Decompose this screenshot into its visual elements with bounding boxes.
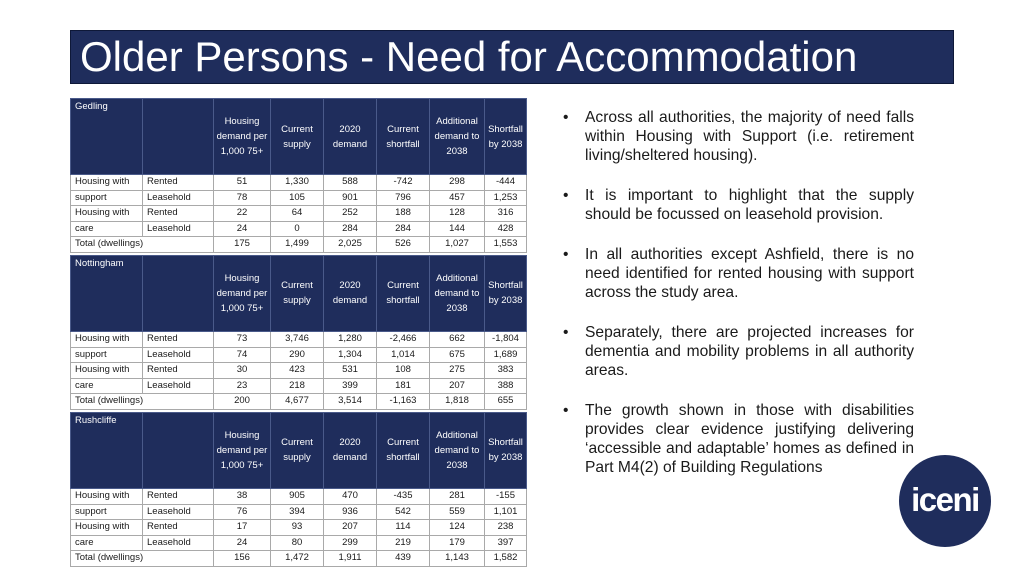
cell-supply: 218 <box>271 378 324 394</box>
bullet-item <box>562 245 914 302</box>
cell-shortfall-2038: -1,804 <box>485 331 527 347</box>
total-shortfall-2038: 655 <box>485 394 527 410</box>
total-demand-2020: 2,025 <box>324 237 377 253</box>
blank-header-cell <box>143 255 214 331</box>
tenure-label: Leasehold <box>143 221 214 237</box>
bullet-icon: • <box>563 324 569 341</box>
bullet-item <box>562 401 914 477</box>
cell-shortfall: 1,014 <box>377 347 430 363</box>
header-shortfall-2038: Shortfall by 2038 <box>485 412 527 488</box>
category-label: Housing with <box>71 206 143 222</box>
cell-shortfall: 542 <box>377 504 430 520</box>
cell-additional: 275 <box>430 363 485 379</box>
header-shortfall: Current shortfall <box>377 99 430 175</box>
total-supply: 1,499 <box>271 237 324 253</box>
tenure-label: Leasehold <box>143 504 214 520</box>
cell-shortfall: 108 <box>377 363 430 379</box>
cell-density: 30 <box>214 363 271 379</box>
header-additional: Additional demand to 2038 <box>430 412 485 488</box>
cell-additional: 281 <box>430 488 485 504</box>
area-name: Rushcliffe <box>71 412 143 488</box>
category-label: Housing with <box>71 520 143 536</box>
bullet-icon: • <box>563 187 569 204</box>
tables-panel <box>70 98 526 569</box>
total-label: Total (dwellings) <box>71 551 214 567</box>
cell-shortfall-2038: -444 <box>485 175 527 191</box>
iceni-logo <box>899 455 991 547</box>
category-label: support <box>71 190 143 206</box>
tenure-label: Rented <box>143 206 214 222</box>
header-supply: Current supply <box>271 255 324 331</box>
cell-demand-2020: 399 <box>324 378 377 394</box>
total-density: 156 <box>214 551 271 567</box>
table-row <box>71 535 527 551</box>
cell-shortfall: -435 <box>377 488 430 504</box>
cell-shortfall-2038: 1,689 <box>485 347 527 363</box>
area-name: Nottingham <box>71 255 143 331</box>
need-table <box>70 412 527 567</box>
cell-supply: 423 <box>271 363 324 379</box>
header-density: Housing demand per 1,000 75+ <box>214 255 271 331</box>
cell-demand-2020: 588 <box>324 175 377 191</box>
cell-demand-2020: 1,280 <box>324 331 377 347</box>
total-shortfall: 526 <box>377 237 430 253</box>
cell-additional: 298 <box>430 175 485 191</box>
header-shortfall-2038: Shortfall by 2038 <box>485 99 527 175</box>
bullet-icon: • <box>563 246 569 263</box>
blank-header-cell <box>143 412 214 488</box>
cell-supply: 93 <box>271 520 324 536</box>
table-row <box>71 175 527 191</box>
total-additional: 1,818 <box>430 394 485 410</box>
title-bar <box>70 30 954 84</box>
cell-shortfall: 114 <box>377 520 430 536</box>
total-shortfall-2038: 1,582 <box>485 551 527 567</box>
cell-supply: 394 <box>271 504 324 520</box>
cell-shortfall-2038: 1,253 <box>485 190 527 206</box>
total-additional: 1,027 <box>430 237 485 253</box>
total-demand-2020: 3,514 <box>324 394 377 410</box>
table-header-row <box>71 412 527 488</box>
cell-additional: 675 <box>430 347 485 363</box>
cell-shortfall-2038: 316 <box>485 206 527 222</box>
cell-demand-2020: 299 <box>324 535 377 551</box>
total-demand-2020: 1,911 <box>324 551 377 567</box>
cell-supply: 3,746 <box>271 331 324 347</box>
table-row <box>71 488 527 504</box>
cell-density: 22 <box>214 206 271 222</box>
bullet-item <box>562 186 914 224</box>
cell-demand-2020: 936 <box>324 504 377 520</box>
total-shortfall: 439 <box>377 551 430 567</box>
total-supply: 1,472 <box>271 551 324 567</box>
need-table <box>70 98 527 253</box>
cell-density: 73 <box>214 331 271 347</box>
tenure-label: Rented <box>143 331 214 347</box>
total-supply: 4,677 <box>271 394 324 410</box>
cell-density: 24 <box>214 221 271 237</box>
cell-shortfall: -2,466 <box>377 331 430 347</box>
cell-supply: 105 <box>271 190 324 206</box>
cell-shortfall-2038: -155 <box>485 488 527 504</box>
table-header-row <box>71 255 527 331</box>
cell-additional: 124 <box>430 520 485 536</box>
header-shortfall-2038: Shortfall by 2038 <box>485 255 527 331</box>
total-row <box>71 237 527 253</box>
cell-supply: 1,330 <box>271 175 324 191</box>
table-row <box>71 206 527 222</box>
tenure-label: Leasehold <box>143 535 214 551</box>
cell-supply: 0 <box>271 221 324 237</box>
bullet-list <box>562 108 914 498</box>
category-label: care <box>71 221 143 237</box>
table-row <box>71 504 527 520</box>
cell-demand-2020: 252 <box>324 206 377 222</box>
cell-supply: 64 <box>271 206 324 222</box>
cell-demand-2020: 901 <box>324 190 377 206</box>
cell-additional: 179 <box>430 535 485 551</box>
header-density: Housing demand per 1,000 75+ <box>214 99 271 175</box>
header-additional: Additional demand to 2038 <box>430 99 485 175</box>
cell-demand-2020: 531 <box>324 363 377 379</box>
bullet-item <box>562 323 914 380</box>
cell-supply: 905 <box>271 488 324 504</box>
category-label: Housing with <box>71 331 143 347</box>
total-additional: 1,143 <box>430 551 485 567</box>
cell-additional: 662 <box>430 331 485 347</box>
total-density: 200 <box>214 394 271 410</box>
table-row <box>71 378 527 394</box>
cell-density: 38 <box>214 488 271 504</box>
bullet-text: Across all authorities, the majority of need falls within Housing with Support (i.e. retirement living/sheltered housing). <box>585 109 914 164</box>
total-row <box>71 551 527 567</box>
header-supply: Current supply <box>271 99 324 175</box>
cell-demand-2020: 284 <box>324 221 377 237</box>
total-label: Total (dwellings) <box>71 394 214 410</box>
total-density: 175 <box>214 237 271 253</box>
cell-density: 23 <box>214 378 271 394</box>
cell-shortfall: 219 <box>377 535 430 551</box>
bullet-text: In all authorities except Ashfield, there is no need identified for rented housing with support across the study area. <box>585 246 914 301</box>
category-label: Housing with <box>71 175 143 191</box>
bullet-icon: • <box>563 402 569 419</box>
table-row <box>71 347 527 363</box>
page-title: Older Persons - Need for Accommodation <box>80 33 858 80</box>
cell-shortfall-2038: 238 <box>485 520 527 536</box>
cell-shortfall-2038: 383 <box>485 363 527 379</box>
cell-shortfall-2038: 1,101 <box>485 504 527 520</box>
table-row <box>71 520 527 536</box>
category-label: care <box>71 378 143 394</box>
table-row <box>71 331 527 347</box>
total-row <box>71 394 527 410</box>
logo-text: iceni <box>911 481 979 518</box>
cell-density: 78 <box>214 190 271 206</box>
cell-density: 17 <box>214 520 271 536</box>
need-table <box>70 255 527 410</box>
bullet-icon: • <box>563 109 569 126</box>
blank-header-cell <box>143 99 214 175</box>
total-shortfall-2038: 1,553 <box>485 237 527 253</box>
total-shortfall: -1,163 <box>377 394 430 410</box>
area-name: Gedling <box>71 99 143 175</box>
cell-supply: 290 <box>271 347 324 363</box>
header-shortfall: Current shortfall <box>377 255 430 331</box>
tenure-label: Leasehold <box>143 378 214 394</box>
cell-additional: 144 <box>430 221 485 237</box>
cell-shortfall: 284 <box>377 221 430 237</box>
header-density: Housing demand per 1,000 75+ <box>214 412 271 488</box>
cell-density: 76 <box>214 504 271 520</box>
header-demand-2020: 2020 demand <box>324 255 377 331</box>
bullet-item <box>562 108 914 165</box>
bullet-text: Separately, there are projected increases for dementia and mobility problems in all authority areas. <box>585 324 914 379</box>
category-label: support <box>71 504 143 520</box>
cell-shortfall-2038: 428 <box>485 221 527 237</box>
cell-supply: 80 <box>271 535 324 551</box>
tenure-label: Leasehold <box>143 347 214 363</box>
cell-additional: 207 <box>430 378 485 394</box>
cell-additional: 128 <box>430 206 485 222</box>
tenure-label: Leasehold <box>143 190 214 206</box>
cell-shortfall-2038: 397 <box>485 535 527 551</box>
tenure-label: Rented <box>143 175 214 191</box>
cell-demand-2020: 207 <box>324 520 377 536</box>
category-label: Housing with <box>71 363 143 379</box>
bullet-text: The growth shown in those with disabilities provides clear evidence justifying delivering ‘accessible and adaptable’ homes as defined in Part M4(2) of Building Regulations <box>585 402 914 476</box>
cell-shortfall: 188 <box>377 206 430 222</box>
cell-density: 74 <box>214 347 271 363</box>
category-label: Housing with <box>71 488 143 504</box>
header-demand-2020: 2020 demand <box>324 412 377 488</box>
bullet-text: It is important to highlight that the supply should be focussed on leasehold provision. <box>585 187 914 223</box>
cell-demand-2020: 470 <box>324 488 377 504</box>
category-label: care <box>71 535 143 551</box>
cell-shortfall-2038: 388 <box>485 378 527 394</box>
cell-density: 24 <box>214 535 271 551</box>
header-additional: Additional demand to 2038 <box>430 255 485 331</box>
cell-shortfall: 796 <box>377 190 430 206</box>
table-header-row <box>71 99 527 175</box>
tenure-label: Rented <box>143 520 214 536</box>
tenure-label: Rented <box>143 363 214 379</box>
header-demand-2020: 2020 demand <box>324 99 377 175</box>
header-shortfall: Current shortfall <box>377 412 430 488</box>
table-row <box>71 221 527 237</box>
category-label: support <box>71 347 143 363</box>
cell-density: 51 <box>214 175 271 191</box>
cell-shortfall: -742 <box>377 175 430 191</box>
tenure-label: Rented <box>143 488 214 504</box>
cell-additional: 457 <box>430 190 485 206</box>
table-row <box>71 363 527 379</box>
cell-additional: 559 <box>430 504 485 520</box>
cell-shortfall: 181 <box>377 378 430 394</box>
table-row <box>71 190 527 206</box>
cell-demand-2020: 1,304 <box>324 347 377 363</box>
header-supply: Current supply <box>271 412 324 488</box>
total-label: Total (dwellings) <box>71 237 214 253</box>
